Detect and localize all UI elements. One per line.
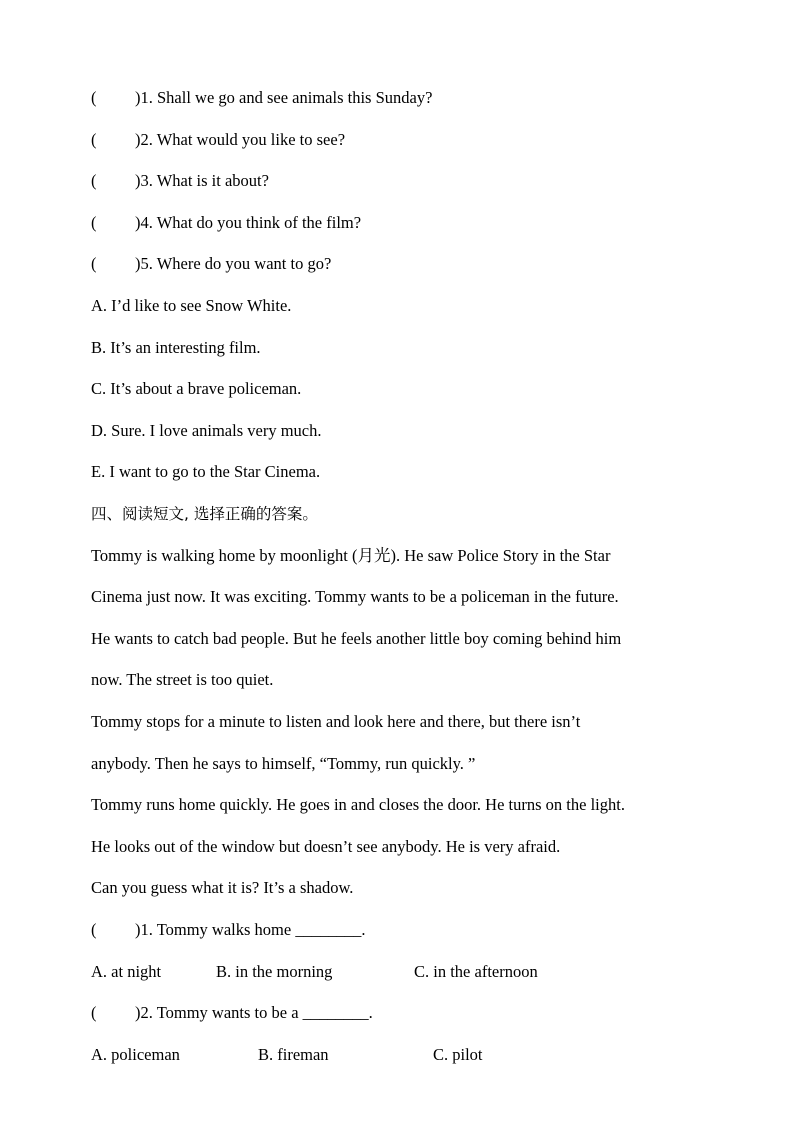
option-c[interactable]: C. in the afternoon <box>414 962 538 981</box>
passage-line: Tommy stops for a minute to listen and look here and there, but there isn’t <box>91 712 581 731</box>
answer-blank[interactable]: ( <box>91 213 97 232</box>
answer-blank[interactable]: ( <box>91 1003 97 1022</box>
question-text: )3. What is it about? <box>135 171 269 190</box>
matching-question-5 <box>91 254 331 274</box>
matching-answer-d: D. Sure. I love animals very much. <box>91 421 322 440</box>
reading-question-2 <box>91 1003 373 1023</box>
question-text: )2. What would you like to see? <box>135 130 346 149</box>
passage-line: Tommy runs home quickly. He goes in and closes the door. He turns on the light. <box>91 795 625 814</box>
matching-question-2 <box>91 130 345 150</box>
matching-answer-e: E. I want to go to the Star Cinema. <box>91 462 321 481</box>
passage-line: He looks out of the window but doesn’t see anybody. He is very afraid. <box>91 837 561 856</box>
option-a[interactable]: A. at night <box>91 962 162 981</box>
matching-question-3 <box>91 171 269 191</box>
matching-question-4 <box>91 213 361 233</box>
passage-line: Cinema just now. It was exciting. Tommy wants to be a policeman in the future. <box>91 587 619 606</box>
option-a[interactable]: A. policeman <box>91 1045 180 1064</box>
reading-question-1 <box>91 920 365 940</box>
option-b[interactable]: B. in the morning <box>216 962 333 981</box>
passage-line: now. The street is too quiet. <box>91 670 274 689</box>
answer-blank[interactable]: ( <box>91 130 97 149</box>
passage-line: anybody. Then he says to himself, “Tommy, run quickly. ” <box>91 754 476 773</box>
question-text: )4. What do you think of the film? <box>135 213 362 232</box>
question-text: )1. Shall we go and see animals this Sunday? <box>135 88 433 107</box>
passage-line: He wants to catch bad people. But he feels another little boy coming behind him <box>91 629 622 648</box>
passage-line: Tommy is walking home by moonlight (月光). He saw Police Story in the Star <box>91 546 611 565</box>
answer-blank[interactable]: ( <box>91 254 97 273</box>
matching-answer-a: A. I’d like to see Snow White. <box>91 296 292 315</box>
option-b[interactable]: B. fireman <box>258 1045 329 1064</box>
question-text: )5. Where do you want to go? <box>135 254 332 273</box>
option-c[interactable]: C. pilot <box>433 1045 483 1064</box>
section-heading: 四、阅读短文, 选择正确的答案。 <box>91 505 318 523</box>
answer-blank[interactable]: ( <box>91 171 97 190</box>
answer-blank[interactable]: ( <box>91 920 97 939</box>
question-text: )1. Tommy walks home ________. <box>135 920 366 939</box>
question-text: )2. Tommy wants to be a ________. <box>135 1003 373 1022</box>
matching-question-1 <box>91 88 432 108</box>
answer-blank[interactable]: ( <box>91 88 97 107</box>
passage-line: Can you guess what it is? It’s a shadow. <box>91 878 354 897</box>
matching-answer-b: B. It’s an interesting film. <box>91 338 261 357</box>
matching-answer-c: C. It’s about a brave policeman. <box>91 379 302 398</box>
